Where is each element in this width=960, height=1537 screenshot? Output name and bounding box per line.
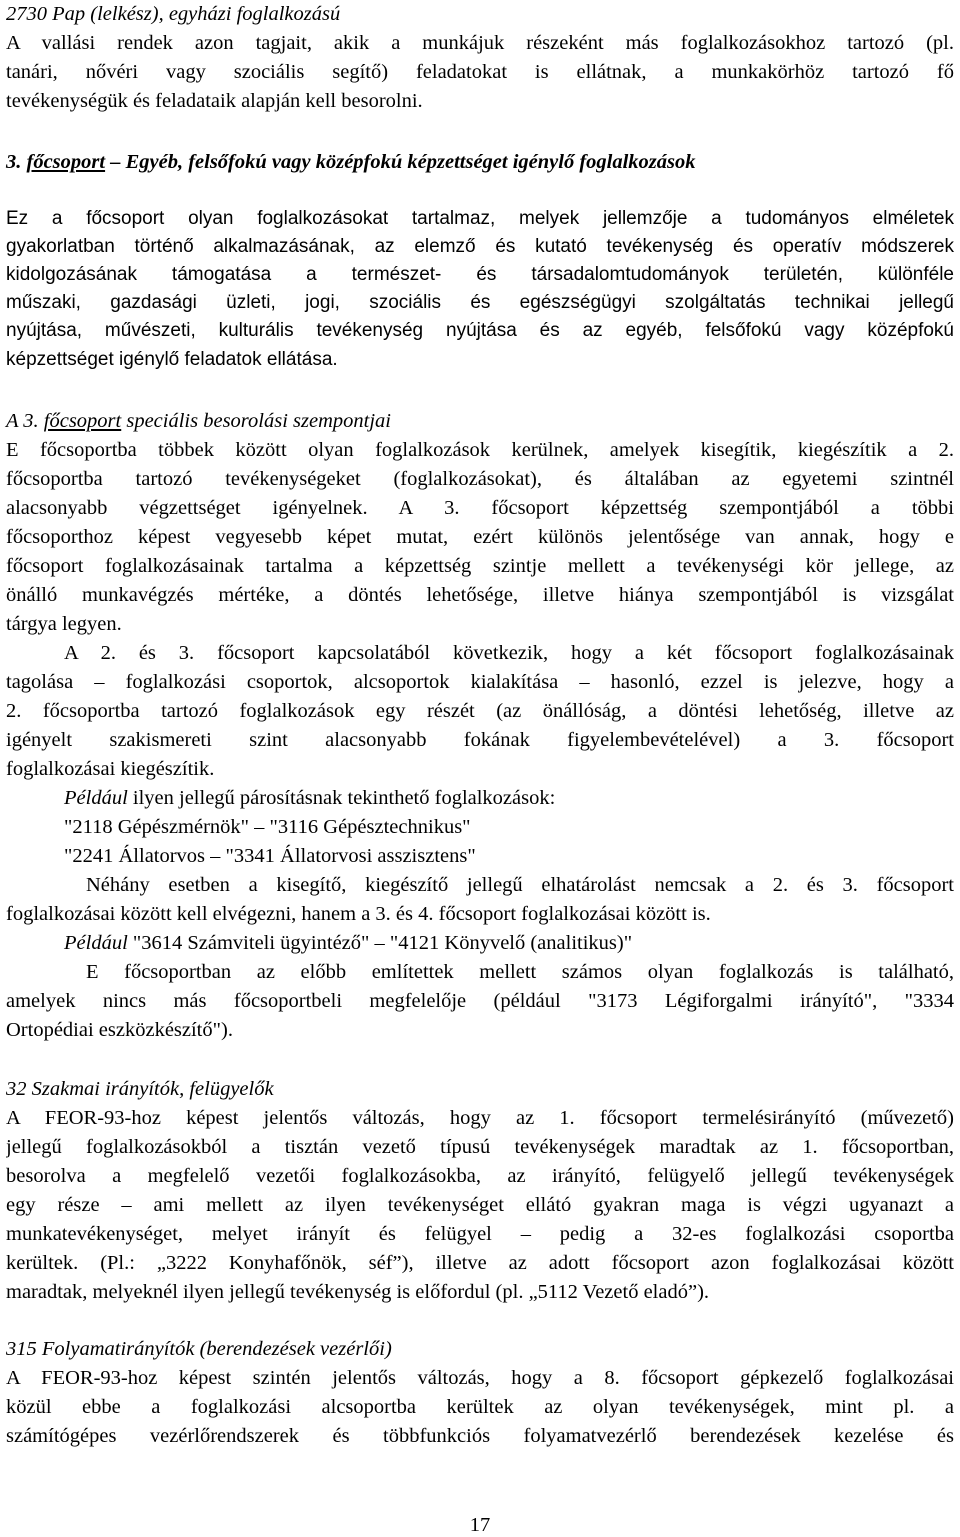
text-line: egy része – ami mellett az ilyen tevékenységet ellátó gyakran maga is végzi ugyanazt a: [6, 1194, 954, 1216]
text-line: gyakorlatban történő alkalmazásának, az elemző és kutató tevékenység és operatív módszerek: [6, 236, 954, 257]
text-line: kerültek. (Pl.: „3222 Konyhafőnök, séf”), illetve az adott főcsoport azon foglalkozásai között: [6, 1252, 954, 1274]
text-line: főcsoporthoz képest vegyesebb képet mutat, ezért különös jelentősége van annak, hogy e: [6, 526, 954, 548]
heading-number: 3.: [6, 151, 27, 173]
text-line: igényelt szakismereti szint alacsonyabb fokának figyelembevételével) a 3. főcsoport: [6, 729, 954, 751]
text-line: Ez a főcsoport olyan foglalkozásokat tartalmaz, melyek jellemzője a tudományos elméletek: [6, 208, 954, 229]
example-pair: "2241 Állatorvos – "3341 Állatorvosi asszisztens": [64, 845, 476, 867]
text-line: jellegű foglalkozásokból a tisztán vezető típusú tevékenységek maradtak az 1. főcsoportban,: [6, 1136, 954, 1158]
text-line: A FEOR-93-hoz képest jelentős változás, hogy az 1. főcsoport termelésirányító (művezető): [6, 1107, 954, 1129]
text-line: foglalkozásai kiegészítik.: [6, 758, 215, 780]
example-line: Például "3614 Számviteli ügyintéző" – "4121 Könyvelő (analitikus)": [64, 932, 633, 954]
occupation-heading: 2730 Pap (lelkész), egyházi foglalkozású: [6, 3, 341, 25]
text-line: önálló munkavégzés mértéke, a döntés lehetősége, illetve hiánya szempontjából is vizsgálat: [6, 584, 954, 606]
text-line: tárgya legyen.: [6, 613, 122, 635]
heading-title: – Egyéb, felsőfokú vagy középfokú képzettséget igénylő foglalkozások: [105, 151, 696, 173]
occupation-2730: [6, 0, 954, 116]
text-line: műszaki, gazdasági üzleti, jogi, szociális és egészségügyi szolgáltatás technikai jellegű: [6, 292, 954, 313]
text-line: E főcsoportban az előbb említettek mellett számos olyan foglalkozás is található,: [86, 961, 954, 983]
example-line: Például ilyen jellegű párosításnak tekinthető foglalkozások:: [64, 787, 556, 809]
special-criteria-heading: A 3. főcsoport speciális besorolási szempontjai: [6, 410, 391, 432]
text-line: amelyek nincs más főcsoportbeli megfelelője (például "3173 Légiforgalmi irányító", "3334: [6, 990, 954, 1012]
section-3-body: [6, 205, 954, 374]
text-line: tevékenységük és feladataik alapján kell besorolni.: [6, 90, 423, 112]
text-line: E főcsoportba többek között olyan foglalkozások kerülnek, amelyek kisegítik, kiegészítik a 2.: [6, 439, 954, 461]
text-line: A FEOR-93-hoz képest szintén jelentős változás, hogy a 8. főcsoport gépkezelő foglalkozásai: [6, 1367, 954, 1389]
page-number: 17: [469, 1514, 491, 1536]
text-line: főcsoportba tartozó tevékenységeket (foglalkozásokat), és általában az egyetemi szintnél: [6, 468, 954, 490]
text-line: számítógépes vezérlőrendszerek és többfunkciós folyamatvezérlő berendezések kezelése és: [6, 1425, 954, 1447]
text-line: munkatevékenységet, melyet irányít és felügyel – pedig a 32-es foglalkozási csoportba: [6, 1223, 954, 1245]
text-line: Ortopédiai eszközkészítő").: [6, 1019, 233, 1041]
text-line: maradtak, melyeknél ilyen jellegű tevékenység is előfordul (pl. „5112 Vezető eladó”).: [6, 1281, 710, 1303]
text-line: foglalkozásai között kell elvégezni, hanem a 3. és 4. főcsoport foglalkozásai között is.: [6, 903, 711, 925]
section-315: [6, 1335, 954, 1451]
text-line: alacsonyabb végzettséget igényelnek. A 3. főcsoport képzettség szempontjából a többi: [6, 497, 954, 519]
text-line: Néhány esetben a kisegítő, kiegészítő jellegű elhatárolást nemcsak a 2. és 3. főcsoport: [86, 874, 954, 896]
section-315-heading: 315 Folyamatirányítók (berendezések vezérlői): [6, 1338, 392, 1360]
text-line: tanári, nővéri vagy szociális segítő) feladatokat is ellátnak, a munkakörhöz tartozó fő: [6, 61, 954, 83]
heading-underlined-word: főcsoport: [26, 151, 106, 173]
text-line: kidolgozásának támogatása a természet- és társadalomtudományok területén, különféle: [6, 264, 954, 285]
text-line: besorolva a megfelelő vezetői foglalkozásokba, az irányító, felügyelő jellegű tevékenységek: [6, 1165, 954, 1187]
text-line: főcsoport foglalkozásainak tartalma a képzettség szintje mellett a tevékenységi kör jellege, az: [6, 555, 954, 577]
section-32-heading: 32 Szakmai irányítók, felügyelők: [6, 1078, 274, 1100]
text-line: képzettséget igénylő feladatok ellátása.: [6, 349, 338, 370]
text-line: A vallási rendek azon tagjait, akik a munkájuk részeként más foglalkozásokhoz tartozó (pl.: [6, 32, 954, 54]
text-line: tagolása – foglalkozási csoportok, alcsoportok kialakítása – hasonló, ezzel is jelezve, hogy a: [6, 671, 954, 693]
example-pair: "2118 Gépészmérnök" – "3116 Gépésztechnikus": [64, 816, 471, 838]
text-line: közül ebbe a foglalkozási alcsoportba kerültek az olyan tevékenységek, mint pl. a: [6, 1396, 954, 1418]
section-3-heading: [6, 148, 954, 177]
section-32: [6, 1075, 954, 1307]
special-criteria-section: [6, 407, 954, 1045]
text-line: A 2. és 3. főcsoport kapcsolatából következik, hogy a két főcsoport foglalkozásainak: [64, 642, 954, 664]
text-line: nyújtása, művészeti, kulturális tevékenység nyújtása és az egyéb, felsőfokú vagy középfokú: [6, 320, 954, 341]
text-line: 2. főcsoportba tartozó foglalkozások egy részét (az önállóság, a döntési lehetőség, illetve az: [6, 700, 954, 722]
